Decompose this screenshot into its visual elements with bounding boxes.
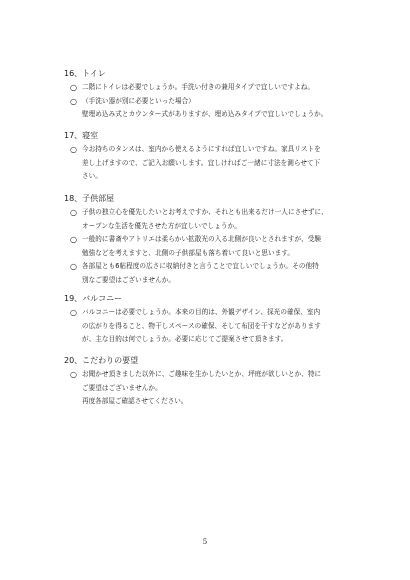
circle-bullet-icon: ○ [70,145,77,154]
section-toilet [64,68,364,122]
circle-bullet-icon: ○ [70,208,77,217]
item-text: お聞かせ頂きました以外に、ご趣味を生かしたいとか、坪庭が欲しいとか、特に ご要望はございませんか。 [82,370,322,392]
section-heading: 17、寝室 [64,131,99,140]
circle-bullet-icon: ○ [70,96,77,106]
section-heading: 16、トイレ [64,69,106,78]
circle-bullet-icon: ○ [70,262,77,271]
closing-note: 再度各部屋ご確認させてください。 [82,397,188,405]
page-number: 5 [202,538,208,546]
section-bedroom [64,130,364,184]
item-text: 今お持ちのタンスは、室内から使えるようにすれば宜しいですね。家具リストを 差し上げますので、ご記入お願いします。宜しければご一緒に寸法を測らせて下 さい。 [82,145,321,180]
circle-bullet-icon: ○ [70,83,77,92]
list-item [64,260,364,287]
section-heading: 20、こだわりの要望 [64,356,139,365]
section-heading: 19、バルコニー [64,294,123,303]
list-item [64,306,364,347]
circle-bullet-icon: ○ [70,235,77,244]
list-item [64,95,364,122]
list-item [64,81,364,95]
item-text: 子供の独立心を優先したいとお考えですか、それとも出来るだけ一人にさせずに、 オープンな生活を優先させた方が宜しいでしょうか。 [82,208,328,230]
section-heading: 18、子供部屋 [64,194,115,203]
list-item [64,368,364,395]
item-text: 一般的に書斎やアトリエは柔らかい拡散光の入る北側が良いとされますが、受験 勉強などを考えますと、北側の子供部屋も落ち着いて良いと思います。 [82,235,322,257]
section-special-requests [64,355,364,409]
list-item [64,233,364,260]
section-kids-room [64,193,364,287]
list-item [64,143,364,184]
circle-bullet-icon: ○ [70,308,77,317]
item-text: バルコニーは必要でしょうか。本来の目的は、外観デザイン、採光の確保、室内 の広がりを得ること、物干しスペースの確保、そして布団を干すなどがあります が、主な目的は何でしょうか。必要に応じてご提案させて頂きます。 [82,308,321,343]
section-balcony [64,293,364,347]
circle-bullet-icon: ○ [70,370,77,379]
item-text: 各部屋とも6帖程度の広さに収納付きと言うことで宜しいでしょうか。その他特 別なご要望はございませんか。 [82,262,319,284]
item-text: （手洗い器が別に必要といった場合） 壁埋め込み式とカウンター式がありますが、埋め込みタイプで宜しいでしょうか。 [82,96,328,118]
item-text: 二階にトイレは必要でしょうか。手洗い付きの兼用タイプで宜しいですよね。 [82,83,315,91]
list-item [64,206,364,233]
